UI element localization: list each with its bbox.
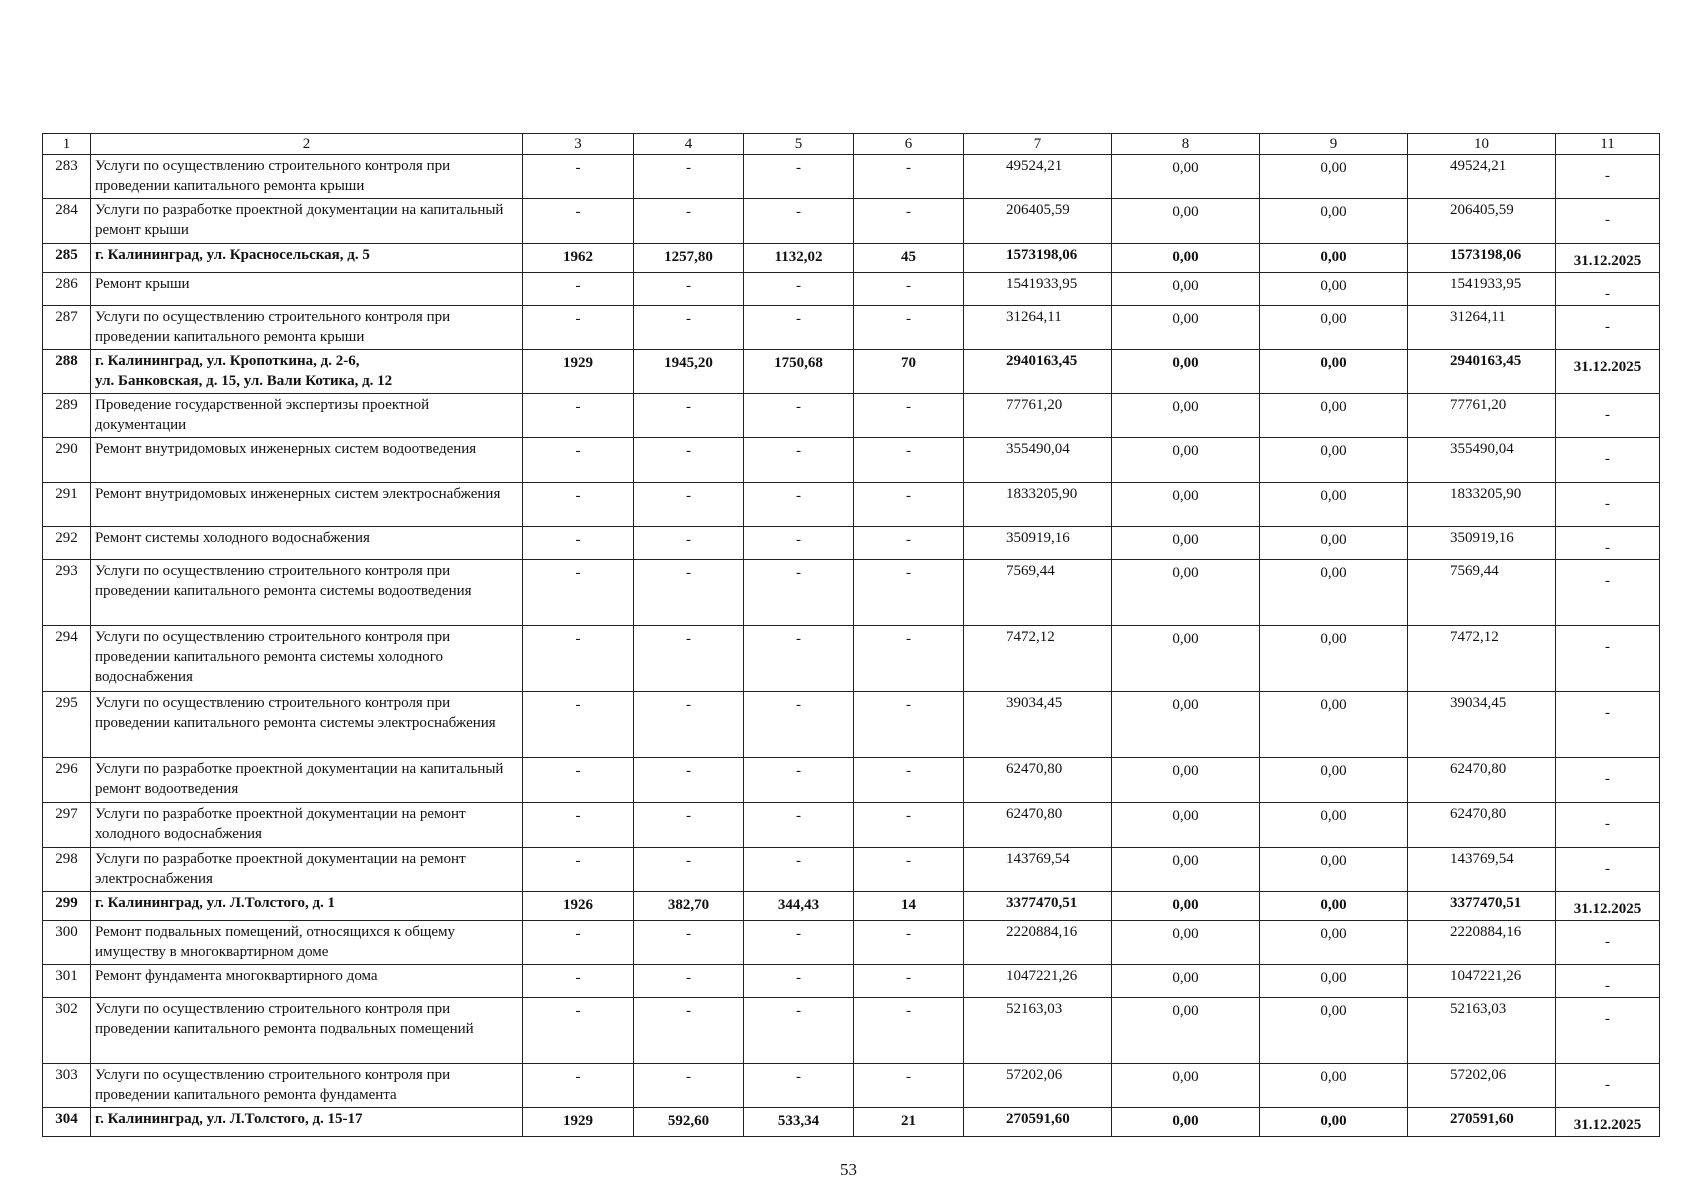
regional-funds-cell: 0,00 — [1260, 921, 1408, 965]
regional-funds-cell: 0,00 — [1260, 998, 1408, 1064]
owner-funds-cell: 2220884,16 — [1408, 921, 1556, 965]
regional-funds-cell: 0,00 — [1260, 892, 1408, 921]
owner-funds-cell: 57202,06 — [1408, 1064, 1556, 1108]
owner-funds-cell: 3377470,51 — [1408, 892, 1556, 921]
residents-cell: - — [854, 965, 964, 998]
total-cost-cell: 2220884,16 — [964, 921, 1112, 965]
federal-funds-cell: 0,00 — [1112, 758, 1260, 803]
area-total-cell: - — [634, 199, 744, 244]
row-number-cell: 285 — [43, 244, 91, 273]
total-cost-cell: 49524,21 — [964, 155, 1112, 199]
total-cost-cell: 31264,11 — [964, 306, 1112, 350]
federal-funds-cell: 0,00 — [1112, 350, 1260, 394]
address-row — [43, 892, 1660, 921]
year-cell: - — [523, 692, 634, 758]
page-number: 53 — [840, 1160, 857, 1179]
area-living-cell: - — [744, 394, 854, 438]
row-number-cell: 297 — [43, 803, 91, 848]
column-number: 7 — [964, 134, 1112, 155]
work-item-row — [43, 692, 1660, 758]
federal-funds-cell: 0,00 — [1112, 394, 1260, 438]
owner-funds-cell: 7472,12 — [1408, 626, 1556, 692]
residents-cell: - — [854, 155, 964, 199]
address-row — [43, 244, 1660, 273]
federal-funds-cell: 0,00 — [1112, 921, 1260, 965]
work-item-row — [43, 626, 1660, 692]
year-cell: 1962 — [523, 244, 634, 273]
column-number: 8 — [1112, 134, 1260, 155]
description-cell: Услуги по разработке проектной документации на капитальный ремонт крыши — [91, 199, 523, 244]
row-number-cell: 288 — [43, 350, 91, 394]
year-cell: - — [523, 155, 634, 199]
area-living-cell: - — [744, 560, 854, 626]
total-cost-cell: 143769,54 — [964, 848, 1112, 892]
row-number-cell: 302 — [43, 998, 91, 1064]
federal-funds-cell: 0,00 — [1112, 1108, 1260, 1137]
residents-cell: - — [854, 848, 964, 892]
year-cell: - — [523, 527, 634, 560]
owner-funds-cell: 355490,04 — [1408, 438, 1556, 483]
owner-funds-cell: 39034,45 — [1408, 692, 1556, 758]
column-number: 10 — [1408, 134, 1556, 155]
deadline-cell: - — [1556, 803, 1660, 848]
deadline-cell: - — [1556, 483, 1660, 527]
row-number-cell: 296 — [43, 758, 91, 803]
column-number: 2 — [91, 134, 523, 155]
area-total-cell: - — [634, 394, 744, 438]
area-living-cell: - — [744, 692, 854, 758]
owner-funds-cell: 1047221,26 — [1408, 965, 1556, 998]
area-living-cell: - — [744, 965, 854, 998]
residents-cell: - — [854, 199, 964, 244]
owner-funds-cell: 350919,16 — [1408, 527, 1556, 560]
column-number: 3 — [523, 134, 634, 155]
description-cell: Ремонт внутридомовых инженерных систем водоотведения — [91, 438, 523, 483]
deadline-cell: 31.12.2025 — [1556, 1108, 1660, 1137]
regional-funds-cell: 0,00 — [1260, 626, 1408, 692]
year-cell: 1929 — [523, 350, 634, 394]
deadline-cell: 31.12.2025 — [1556, 244, 1660, 273]
area-living-cell: - — [744, 848, 854, 892]
row-number-cell: 303 — [43, 1064, 91, 1108]
total-cost-cell: 62470,80 — [964, 803, 1112, 848]
total-cost-cell: 39034,45 — [964, 692, 1112, 758]
federal-funds-cell: 0,00 — [1112, 965, 1260, 998]
description-cell: Ремонт крыши — [91, 273, 523, 306]
deadline-cell: - — [1556, 438, 1660, 483]
deadline-cell: - — [1556, 527, 1660, 560]
row-number-cell: 286 — [43, 273, 91, 306]
owner-funds-cell: 1573198,06 — [1408, 244, 1556, 273]
work-item-row — [43, 921, 1660, 965]
row-number-cell: 283 — [43, 155, 91, 199]
row-number-cell: 299 — [43, 892, 91, 921]
regional-funds-cell: 0,00 — [1260, 527, 1408, 560]
area-total-cell: - — [634, 692, 744, 758]
regional-funds-cell: 0,00 — [1260, 848, 1408, 892]
year-cell: 1929 — [523, 1108, 634, 1137]
description-cell: г. Калининград, ул. Л.Толстого, д. 1 — [91, 892, 523, 921]
area-total-cell: - — [634, 438, 744, 483]
owner-funds-cell: 62470,80 — [1408, 758, 1556, 803]
description-cell: Услуги по разработке проектной документации на ремонт холодного водоснабжения — [91, 803, 523, 848]
work-item-row — [43, 848, 1660, 892]
deadline-cell: - — [1556, 155, 1660, 199]
residents-cell: - — [854, 527, 964, 560]
area-total-cell: 1945,20 — [634, 350, 744, 394]
federal-funds-cell: 0,00 — [1112, 244, 1260, 273]
row-number-cell: 295 — [43, 692, 91, 758]
residents-cell: - — [854, 273, 964, 306]
area-living-cell: 1750,68 — [744, 350, 854, 394]
year-cell: - — [523, 1064, 634, 1108]
regional-funds-cell: 0,00 — [1260, 155, 1408, 199]
area-total-cell: 382,70 — [634, 892, 744, 921]
description-cell: Услуги по разработке проектной документации на капитальный ремонт водоотведения — [91, 758, 523, 803]
work-item-row — [43, 527, 1660, 560]
total-cost-cell: 355490,04 — [964, 438, 1112, 483]
residents-cell: - — [854, 438, 964, 483]
work-item-row — [43, 155, 1660, 199]
work-item-row — [43, 560, 1660, 626]
area-total-cell: - — [634, 527, 744, 560]
deadline-cell: 31.12.2025 — [1556, 892, 1660, 921]
total-cost-cell: 1573198,06 — [964, 244, 1112, 273]
owner-funds-cell: 2940163,45 — [1408, 350, 1556, 394]
owner-funds-cell: 31264,11 — [1408, 306, 1556, 350]
year-cell: - — [523, 306, 634, 350]
total-cost-cell: 7472,12 — [964, 626, 1112, 692]
residents-cell: - — [854, 394, 964, 438]
row-number-cell: 300 — [43, 921, 91, 965]
description-cell: Услуги по осуществлению строительного контроля при проведении капитального ремонта крыши — [91, 306, 523, 350]
deadline-cell: - — [1556, 848, 1660, 892]
work-item-row — [43, 306, 1660, 350]
row-number-cell: 289 — [43, 394, 91, 438]
regional-funds-cell: 0,00 — [1260, 758, 1408, 803]
description-cell: г. Калининград, ул. Л.Толстого, д. 15-17 — [91, 1108, 523, 1137]
total-cost-cell: 62470,80 — [964, 758, 1112, 803]
federal-funds-cell: 0,00 — [1112, 273, 1260, 306]
deadline-cell: - — [1556, 273, 1660, 306]
area-total-cell: - — [634, 273, 744, 306]
year-cell: - — [523, 483, 634, 527]
year-cell: - — [523, 758, 634, 803]
table-body — [43, 134, 1660, 1137]
total-cost-cell: 57202,06 — [964, 1064, 1112, 1108]
column-number: 11 — [1556, 134, 1660, 155]
description-cell: Услуги по осуществлению строительного контроля при проведении капитального ремонта системы водоотведения — [91, 560, 523, 626]
year-cell: - — [523, 965, 634, 998]
row-number-cell: 294 — [43, 626, 91, 692]
area-total-cell: 592,60 — [634, 1108, 744, 1137]
federal-funds-cell: 0,00 — [1112, 527, 1260, 560]
column-number: 5 — [744, 134, 854, 155]
area-total-cell: - — [634, 1064, 744, 1108]
area-total-cell: - — [634, 965, 744, 998]
total-cost-cell: 1833205,90 — [964, 483, 1112, 527]
area-total-cell: - — [634, 306, 744, 350]
residents-cell: 70 — [854, 350, 964, 394]
area-total-cell: - — [634, 626, 744, 692]
deadline-cell: - — [1556, 921, 1660, 965]
area-living-cell: - — [744, 199, 854, 244]
work-item-row — [43, 1064, 1660, 1108]
owner-funds-cell: 52163,03 — [1408, 998, 1556, 1064]
regional-funds-cell: 0,00 — [1260, 306, 1408, 350]
area-living-cell: - — [744, 803, 854, 848]
year-cell: - — [523, 560, 634, 626]
description-cell: Проведение государственной экспертизы проектной документации — [91, 394, 523, 438]
area-living-cell: - — [744, 998, 854, 1064]
work-item-row — [43, 965, 1660, 998]
federal-funds-cell: 0,00 — [1112, 692, 1260, 758]
deadline-cell: - — [1556, 692, 1660, 758]
column-number: 9 — [1260, 134, 1408, 155]
description-cell: г. Калининград, ул. Кропоткина, д. 2-6, ул. Банковская, д. 15, ул. Вали Котика, д. 12 — [91, 350, 523, 394]
residents-cell: 14 — [854, 892, 964, 921]
work-item-row — [43, 394, 1660, 438]
residents-cell: - — [854, 483, 964, 527]
owner-funds-cell: 77761,20 — [1408, 394, 1556, 438]
area-total-cell: 1257,80 — [634, 244, 744, 273]
area-living-cell: 533,34 — [744, 1108, 854, 1137]
federal-funds-cell: 0,00 — [1112, 199, 1260, 244]
year-cell: - — [523, 998, 634, 1064]
federal-funds-cell: 0,00 — [1112, 438, 1260, 483]
area-living-cell: - — [744, 273, 854, 306]
area-living-cell: - — [744, 921, 854, 965]
description-cell: Услуги по осуществлению строительного контроля при проведении капитального ремонта крыши — [91, 155, 523, 199]
row-number-cell: 298 — [43, 848, 91, 892]
deadline-cell: - — [1556, 965, 1660, 998]
year-cell: - — [523, 626, 634, 692]
federal-funds-cell: 0,00 — [1112, 1064, 1260, 1108]
area-total-cell: - — [634, 155, 744, 199]
year-cell: - — [523, 921, 634, 965]
year-cell: - — [523, 848, 634, 892]
deadline-cell: - — [1556, 306, 1660, 350]
residents-cell: - — [854, 692, 964, 758]
residents-cell: - — [854, 626, 964, 692]
deadline-cell: - — [1556, 560, 1660, 626]
column-number: 6 — [854, 134, 964, 155]
owner-funds-cell: 206405,59 — [1408, 199, 1556, 244]
description-cell: Ремонт подвальных помещений, относящихся к общему имуществу в многоквартирном доме — [91, 921, 523, 965]
area-living-cell: - — [744, 438, 854, 483]
owner-funds-cell: 1541933,95 — [1408, 273, 1556, 306]
federal-funds-cell: 0,00 — [1112, 155, 1260, 199]
area-total-cell: - — [634, 998, 744, 1064]
residents-cell: 21 — [854, 1108, 964, 1137]
federal-funds-cell: 0,00 — [1112, 483, 1260, 527]
total-cost-cell: 7569,44 — [964, 560, 1112, 626]
area-living-cell: 1132,02 — [744, 244, 854, 273]
deadline-cell: - — [1556, 626, 1660, 692]
deadline-cell: 31.12.2025 — [1556, 350, 1660, 394]
work-item-row — [43, 438, 1660, 483]
work-item-row — [43, 483, 1660, 527]
owner-funds-cell: 7569,44 — [1408, 560, 1556, 626]
residents-cell: - — [854, 803, 964, 848]
address-row — [43, 1108, 1660, 1137]
area-living-cell: - — [744, 1064, 854, 1108]
regional-funds-cell: 0,00 — [1260, 692, 1408, 758]
description-cell: Ремонт внутридомовых инженерных систем электроснабжения — [91, 483, 523, 527]
regional-funds-cell: 0,00 — [1260, 803, 1408, 848]
federal-funds-cell: 0,00 — [1112, 626, 1260, 692]
area-living-cell: - — [744, 155, 854, 199]
total-cost-cell: 77761,20 — [964, 394, 1112, 438]
deadline-cell: - — [1556, 394, 1660, 438]
row-number-cell: 293 — [43, 560, 91, 626]
regional-funds-cell: 0,00 — [1260, 394, 1408, 438]
owner-funds-cell: 62470,80 — [1408, 803, 1556, 848]
owner-funds-cell: 49524,21 — [1408, 155, 1556, 199]
regional-funds-cell: 0,00 — [1260, 350, 1408, 394]
description-cell: Услуги по осуществлению строительного контроля при проведении капитального ремонта фундамента — [91, 1064, 523, 1108]
description-cell: Ремонт фундамента многоквартирного дома — [91, 965, 523, 998]
row-number-cell: 292 — [43, 527, 91, 560]
residents-cell: - — [854, 758, 964, 803]
area-total-cell: - — [634, 758, 744, 803]
column-number-row — [43, 134, 1660, 155]
regional-funds-cell: 0,00 — [1260, 560, 1408, 626]
regional-funds-cell: 0,00 — [1260, 483, 1408, 527]
federal-funds-cell: 0,00 — [1112, 560, 1260, 626]
area-living-cell: 344,43 — [744, 892, 854, 921]
row-number-cell: 301 — [43, 965, 91, 998]
regional-funds-cell: 0,00 — [1260, 965, 1408, 998]
description-cell: Услуги по разработке проектной документации на ремонт электроснабжения — [91, 848, 523, 892]
residents-cell: - — [854, 560, 964, 626]
area-living-cell: - — [744, 626, 854, 692]
owner-funds-cell: 1833205,90 — [1408, 483, 1556, 527]
area-total-cell: - — [634, 921, 744, 965]
residents-cell: - — [854, 921, 964, 965]
address-row — [43, 350, 1660, 394]
regional-funds-cell: 0,00 — [1260, 199, 1408, 244]
total-cost-cell: 350919,16 — [964, 527, 1112, 560]
work-item-row — [43, 803, 1660, 848]
column-number: 1 — [43, 134, 91, 155]
federal-funds-cell: 0,00 — [1112, 848, 1260, 892]
area-living-cell: - — [744, 306, 854, 350]
column-number: 4 — [634, 134, 744, 155]
description-cell: Услуги по осуществлению строительного контроля при проведении капитального ремонта системы электроснабжения — [91, 692, 523, 758]
total-cost-cell: 3377470,51 — [964, 892, 1112, 921]
area-living-cell: - — [744, 758, 854, 803]
area-total-cell: - — [634, 803, 744, 848]
area-living-cell: - — [744, 527, 854, 560]
work-item-row — [43, 758, 1660, 803]
description-cell: г. Калининград, ул. Красносельская, д. 5 — [91, 244, 523, 273]
description-cell: Услуги по осуществлению строительного контроля при проведении капитального ремонта системы холодного водоснабжения — [91, 626, 523, 692]
total-cost-cell: 206405,59 — [964, 199, 1112, 244]
federal-funds-cell: 0,00 — [1112, 998, 1260, 1064]
row-number-cell: 284 — [43, 199, 91, 244]
regional-funds-cell: 0,00 — [1260, 1108, 1408, 1137]
total-cost-cell: 2940163,45 — [964, 350, 1112, 394]
year-cell: - — [523, 438, 634, 483]
residents-cell: - — [854, 1064, 964, 1108]
description-cell: Услуги по осуществлению строительного контроля при проведении капитального ремонта подвальных помещений — [91, 998, 523, 1064]
total-cost-cell: 1541933,95 — [964, 273, 1112, 306]
owner-funds-cell: 143769,54 — [1408, 848, 1556, 892]
row-number-cell: 287 — [43, 306, 91, 350]
residents-cell: 45 — [854, 244, 964, 273]
year-cell: - — [523, 273, 634, 306]
row-number-cell: 290 — [43, 438, 91, 483]
deadline-cell: - — [1556, 199, 1660, 244]
regional-funds-cell: 0,00 — [1260, 438, 1408, 483]
owner-funds-cell: 270591,60 — [1408, 1108, 1556, 1137]
federal-funds-cell: 0,00 — [1112, 892, 1260, 921]
total-cost-cell: 52163,03 — [964, 998, 1112, 1064]
residents-cell: - — [854, 306, 964, 350]
deadline-cell: - — [1556, 1064, 1660, 1108]
year-cell: - — [523, 803, 634, 848]
row-number-cell: 291 — [43, 483, 91, 527]
works-table — [42, 133, 1660, 1137]
total-cost-cell: 1047221,26 — [964, 965, 1112, 998]
residents-cell: - — [854, 998, 964, 1064]
area-total-cell: - — [634, 483, 744, 527]
deadline-cell: - — [1556, 758, 1660, 803]
total-cost-cell: 270591,60 — [964, 1108, 1112, 1137]
regional-funds-cell: 0,00 — [1260, 1064, 1408, 1108]
year-cell: - — [523, 394, 634, 438]
year-cell: 1926 — [523, 892, 634, 921]
work-item-row — [43, 998, 1660, 1064]
year-cell: - — [523, 199, 634, 244]
area-total-cell: - — [634, 560, 744, 626]
work-item-row — [43, 273, 1660, 306]
description-cell: Ремонт системы холодного водоснабжения — [91, 527, 523, 560]
row-number-cell: 304 — [43, 1108, 91, 1137]
federal-funds-cell: 0,00 — [1112, 306, 1260, 350]
work-item-row — [43, 199, 1660, 244]
regional-funds-cell: 0,00 — [1260, 244, 1408, 273]
federal-funds-cell: 0,00 — [1112, 803, 1260, 848]
deadline-cell: - — [1556, 998, 1660, 1064]
area-total-cell: - — [634, 848, 744, 892]
area-living-cell: - — [744, 483, 854, 527]
regional-funds-cell: 0,00 — [1260, 273, 1408, 306]
